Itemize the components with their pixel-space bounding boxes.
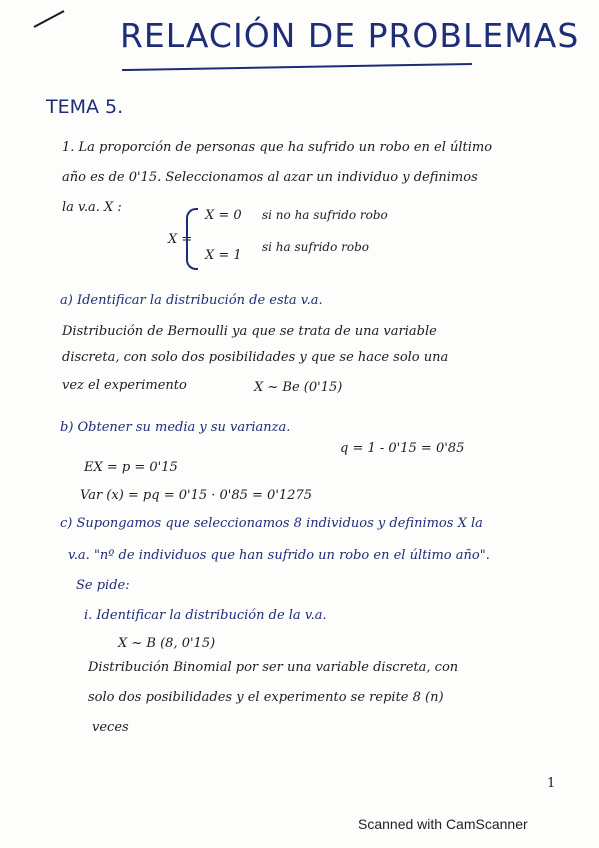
page-number: 1 bbox=[547, 776, 556, 791]
variable-definition-label: X = bbox=[168, 232, 193, 247]
problem-1-line-2: año es de 0'15. Seleccionamos al azar un individuo y definimos bbox=[62, 170, 478, 185]
part-c-i-question: i. Identificar la distribución de la v.a. bbox=[84, 608, 327, 623]
title-underline bbox=[122, 63, 472, 71]
part-a-distribution: X ~ Be (0'15) bbox=[254, 380, 343, 395]
part-b-expectation: EX = p = 0'15 bbox=[84, 460, 178, 475]
case-1-value: X = 1 bbox=[205, 248, 242, 263]
part-c-line-3: Se pide: bbox=[76, 578, 130, 593]
page-title: RELACIÓN DE PROBLEMAS bbox=[120, 16, 580, 55]
part-c-i-answer-line-1: Distribución Binomial por ser una variable discreta, con bbox=[88, 660, 459, 675]
case-0-value: X = 0 bbox=[205, 208, 242, 223]
topic-heading: TEMA 5. bbox=[46, 96, 124, 118]
part-c-line-1: c) Supongamos que seleccionamos 8 individuos y definimos X la bbox=[60, 516, 483, 531]
part-b-q-value: q = 1 - 0'15 = 0'85 bbox=[340, 441, 465, 456]
part-c-line-2: v.a. "nº de individuos que han sufrido un robo en el último año". bbox=[68, 548, 490, 563]
part-a-answer-line-3: vez el experimento bbox=[62, 378, 187, 393]
part-a-question: a) Identificar la distribución de esta v.a. bbox=[60, 293, 323, 308]
case-0-text: si no ha sufrido robo bbox=[262, 208, 388, 222]
part-c-i-answer-line-3: veces bbox=[92, 720, 129, 735]
part-b-variance: Var (x) = pq = 0'15 · 0'85 = 0'1275 bbox=[80, 488, 312, 503]
problem-1-line-3: la v.a. X : bbox=[62, 200, 122, 215]
part-c-i-distribution: X ~ B (8, 0'15) bbox=[118, 636, 216, 651]
problem-1-line-1: 1. La proporción de personas que ha sufrido un robo en el último bbox=[62, 140, 493, 155]
part-a-answer-line-1: Distribución de Bernoulli ya que se trata de una variable bbox=[62, 324, 437, 339]
part-a-answer-line-2: discreta, con solo dos posibilidades y que se hace solo una bbox=[62, 350, 449, 365]
scanner-watermark: Scanned with CamScanner bbox=[358, 816, 528, 832]
case-1-text: si ha sufrido robo bbox=[262, 240, 369, 254]
cases-brace bbox=[186, 208, 198, 270]
pen-stroke-mark bbox=[34, 10, 65, 28]
part-b-question: b) Obtener su media y su varianza. bbox=[60, 420, 291, 435]
part-c-i-answer-line-2: solo dos posibilidades y el experimento se repite 8 (n) bbox=[88, 690, 444, 705]
